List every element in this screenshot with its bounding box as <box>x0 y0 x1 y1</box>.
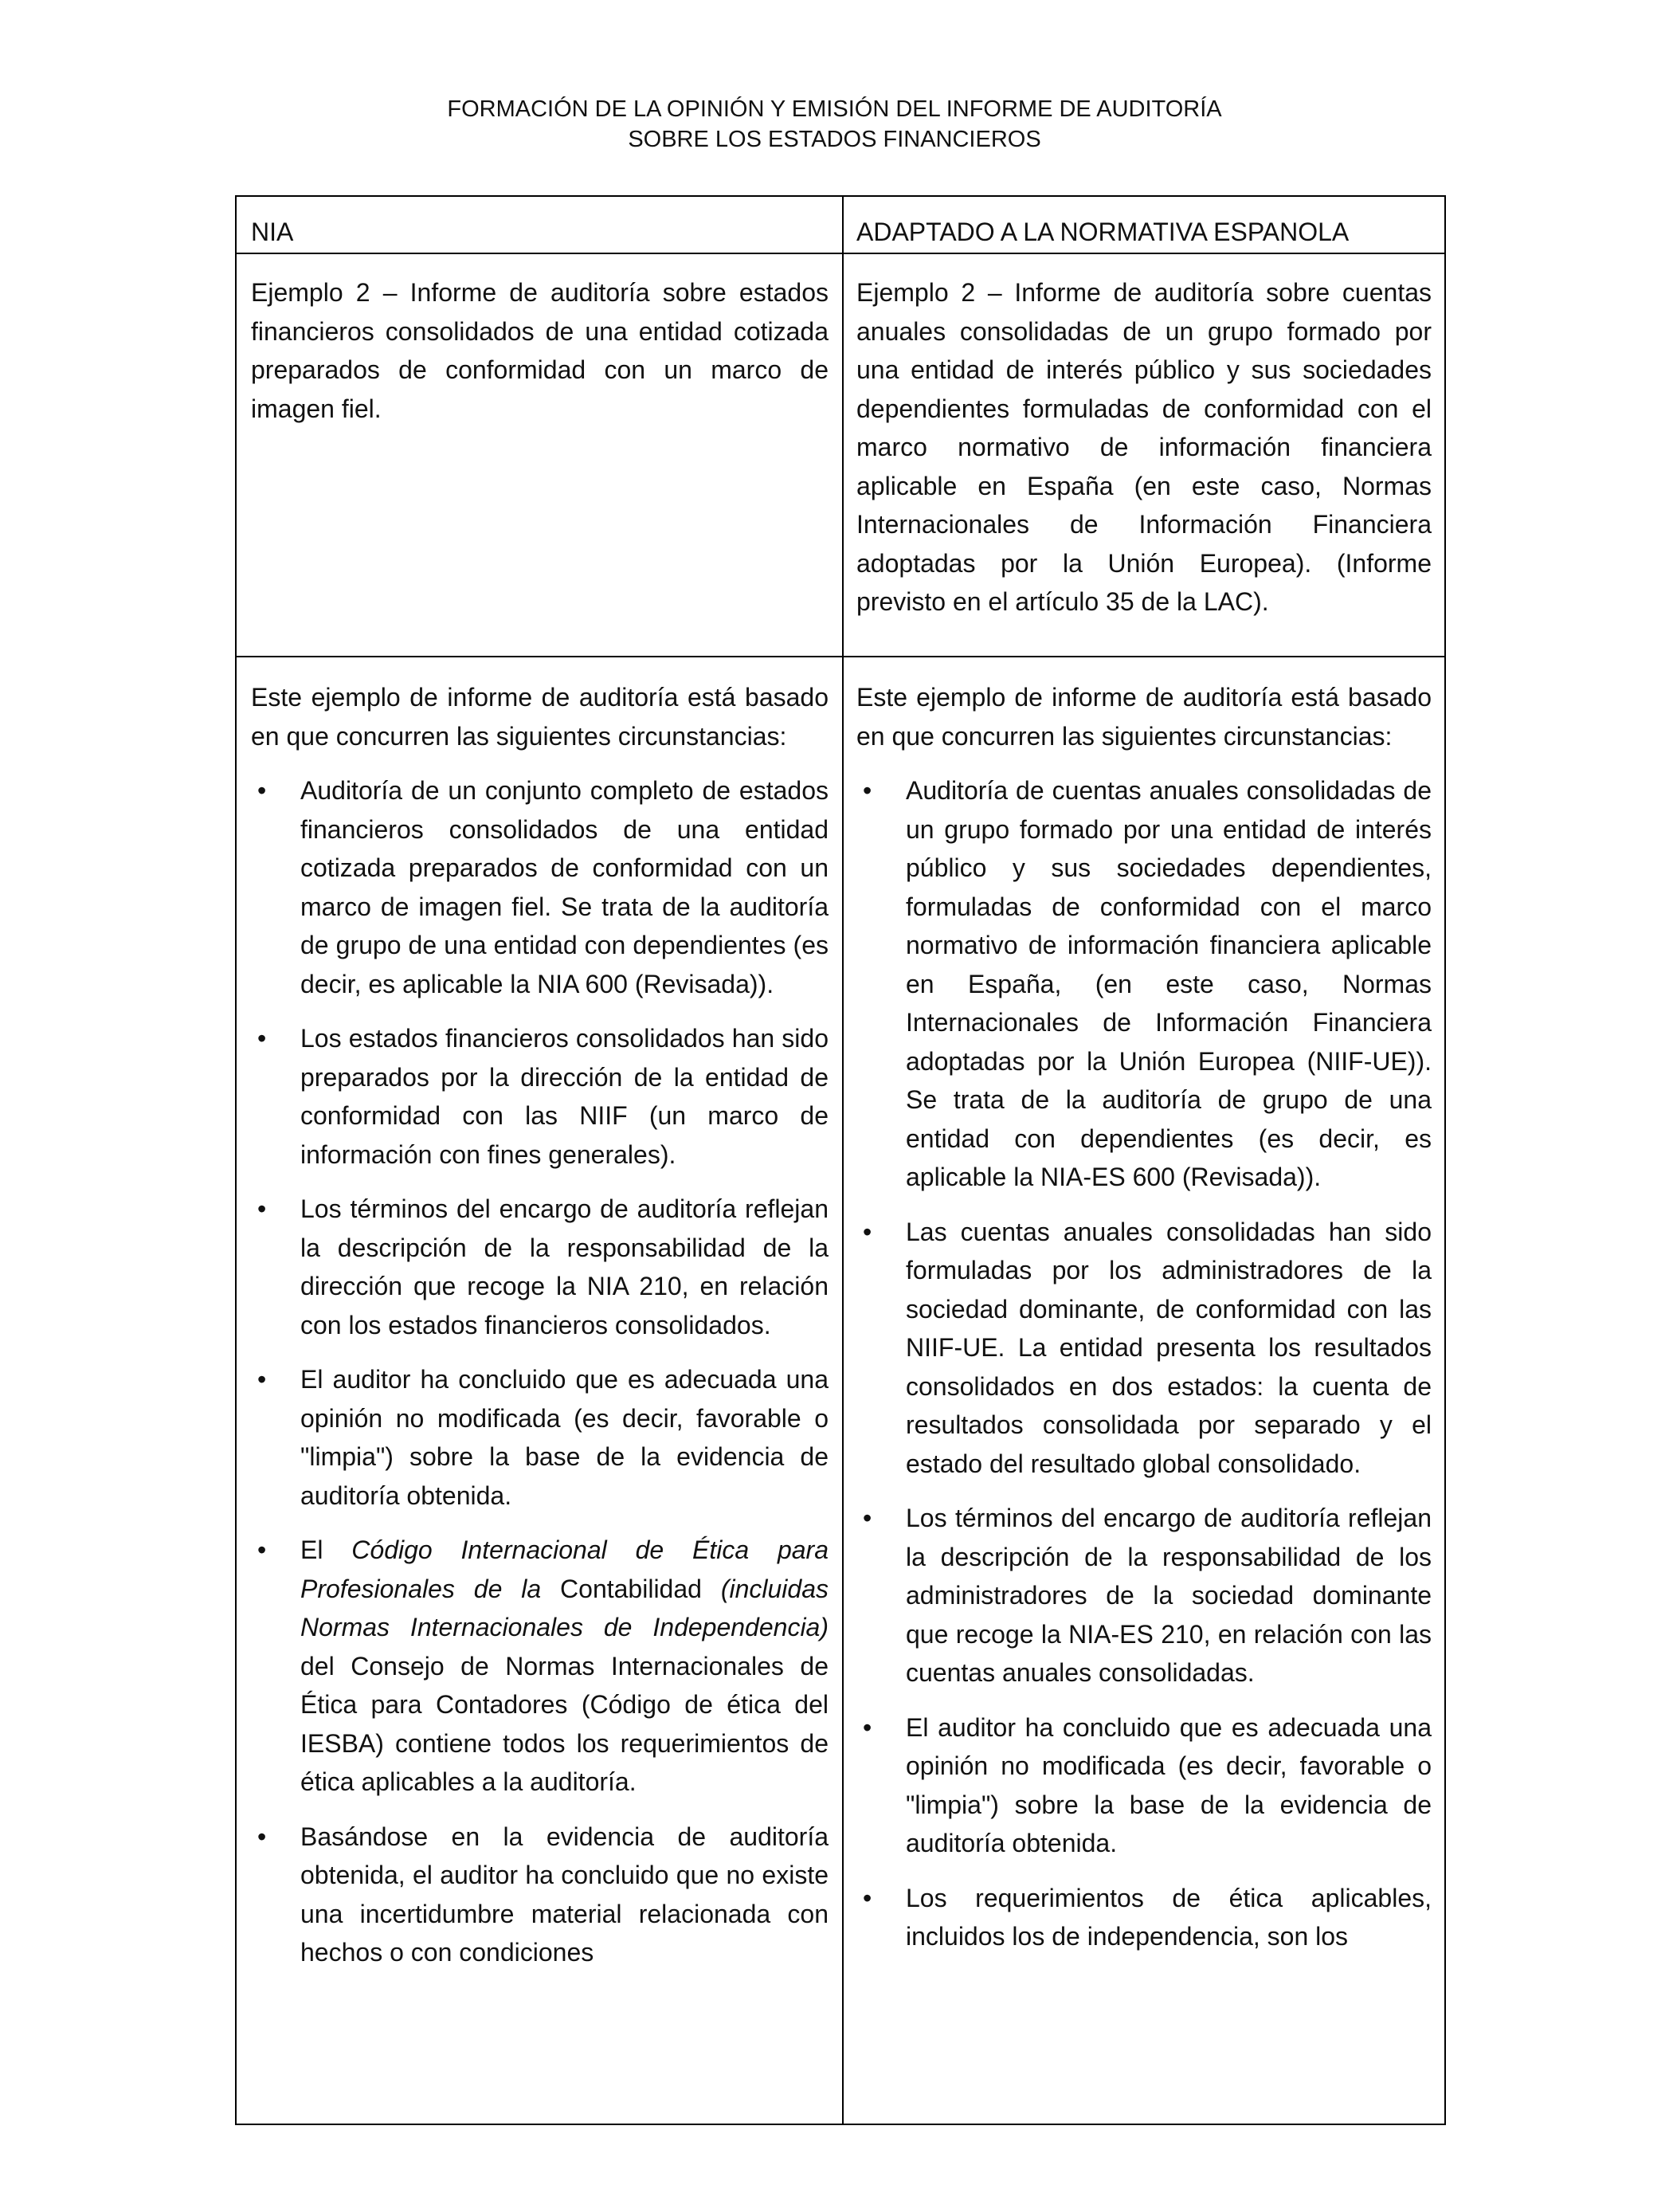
list-item <box>856 1213 1432 1484</box>
row-divider-1 <box>237 656 1444 657</box>
bullet-icon: • <box>257 1024 267 1053</box>
left-bullet-1-text: Auditoría de un conjunto completo de estados financieros consolidados de una entidad cotizada preparados de conformidad con un marco de imagen fiel. Se trata de la auditoría de grupo de una entidad con dependientes (es decir, es aplicable la NIA 600 (Revisada)). <box>300 776 829 998</box>
column-header-adapted: ADAPTADO A LA NORMATIVA ESPANOLA <box>856 218 1350 246</box>
bullet-icon: • <box>257 1535 267 1564</box>
header-cell-adapted <box>856 213 1432 252</box>
row1-left-text: Ejemplo 2 – Informe de auditoría sobre estados financieros consolidados de una entidad cotizada preparados de conformidad con un marco de imagen fiel. <box>251 278 829 423</box>
list-item <box>856 1499 1432 1692</box>
right-bullet-list <box>856 771 1432 1956</box>
list-item <box>251 1019 829 1174</box>
row2-left-cell <box>251 678 829 1988</box>
bullet-icon: • <box>863 1883 872 1912</box>
header-line-2: SOBRE LOS ESTADOS FINANCIEROS <box>628 127 1041 152</box>
row1-left-cell <box>251 273 829 428</box>
bullet-icon: • <box>863 1712 872 1742</box>
bullet-icon: • <box>863 776 872 805</box>
bullet-icon: • <box>257 1365 267 1394</box>
page-header <box>0 94 1669 155</box>
list-item <box>251 1190 829 1344</box>
left-bullet-5-mid: Contabilidad <box>541 1574 721 1603</box>
right-bullet-3-text: Los términos del encargo de auditoría reflejan la descripción de la responsabilidad de los administradores de la sociedad dominante que recoge la NIA-ES 210, en relación con las cuentas anuales consolidadas. <box>906 1504 1432 1687</box>
right-bullet-1-text: Auditoría de cuentas anuales consolidadas de un grupo formado por una entidad de interés público y sus sociedades dependientes, formuladas de conformidad con el marco normativo de información financiera aplicable en España, (en este caso, Normas Internacionales de Información Financiera adoptadas por la Unión Europea (NIIF-UE)). Se trata de la auditoría de grupo de una entidad con dependientes (es decir, es aplicable la NIA-ES 600 (Revisada)). <box>906 776 1432 1191</box>
left-bullet-5-pre: El <box>300 1535 352 1564</box>
left-bullet-4-text: El auditor ha concluido que es adecuada una opinión no modificada (es decir, favorable o "limpia") sobre la base de la evidencia de auditoría obtenida. <box>300 1365 829 1510</box>
column-header-nia: NIA <box>251 218 294 246</box>
row2-left-intro: Este ejemplo de informe de auditoría está basado en que concurren las siguientes circunstancias: <box>251 683 829 751</box>
left-bullet-5-italic-2: (incluidas Normas Internacionales de Independencia) <box>300 1574 829 1641</box>
bullet-icon: • <box>257 1822 267 1851</box>
left-bullet-5-post: del Consejo de Normas Internacionales de Ética para Contadores (Código de ética del IESBA) contiene todos los requerimientos de ética aplicables a la auditoría. <box>300 1651 829 1796</box>
row1-right-text: Ejemplo 2 – Informe de auditoría sobre cuentas anuales consolidadas de un grupo formado por una entidad de interés público y sus sociedades dependientes formuladas de conformidad con el marco normativo de información financiera aplicable en España (en este caso, Normas Internacionales de Información Financiera adoptadas por la Unión Europea). (Informe previsto en el artículo 35 de la LAC). <box>856 278 1432 616</box>
list-item <box>856 771 1432 1197</box>
bullet-icon: • <box>863 1504 872 1532</box>
column-divider <box>842 197 844 2124</box>
right-bullet-4-text: El auditor ha concluido que es adecuada una opinión no modificada (es decir, favorable o "limpia") sobre la base de la evidencia de auditoría obtenida. <box>906 1712 1432 1857</box>
right-bullet-5-text: Los requerimientos de ética aplicables, incluidos los de independencia, son los <box>906 1883 1432 1951</box>
row2-right-intro: Este ejemplo de informe de auditoría está basado en que concurren las siguientes circunstancias: <box>856 683 1432 751</box>
left-bullet-3-text: Los términos del encargo de auditoría reflejan la descripción de la responsabilidad de la dirección que recoge la NIA 210, en relación con los estados financieros consolidados. <box>300 1194 829 1339</box>
right-bullet-2-text: Las cuentas anuales consolidadas han sido formuladas por los administradores de la sociedad dominante, de conformidad con las NIIF-UE. La entidad presenta los resultados consolidados en dos estados: la cuenta de resultados consolidada por separado y el estado del resultado global consolidado. <box>906 1217 1432 1478</box>
list-item <box>251 1818 829 1972</box>
bullet-icon: • <box>257 776 267 805</box>
left-bullet-5-italic-1: Código Internacional de Ética para Profesionales de la <box>300 1535 829 1603</box>
list-item <box>856 1708 1432 1863</box>
bullet-icon: • <box>257 1194 267 1223</box>
list-item <box>251 771 829 1003</box>
list-item <box>251 1531 829 1802</box>
list-item <box>856 1879 1432 1956</box>
row-divider-header <box>237 253 1444 254</box>
header-cell-nia <box>251 213 829 252</box>
left-bullet-2-text: Los estados financieros consolidados han sido preparados por la dirección de la entidad de conformidad con las NIIF (un marco de información con fines generales). <box>300 1024 829 1169</box>
row1-right-cell <box>856 273 1432 622</box>
left-bullet-6-text: Basándose en la evidencia de auditoría obtenida, el auditor ha concluido que no existe una incertidumbre material relacionada con hechos o con condiciones <box>300 1822 829 1967</box>
comparison-table <box>235 195 1446 2125</box>
list-item <box>251 1360 829 1515</box>
left-bullet-list <box>251 771 829 1972</box>
row2-right-cell <box>856 678 1432 1972</box>
header-line-1: FORMACIÓN DE LA OPINIÓN Y EMISIÓN DEL INFORME DE AUDITORÍA <box>447 96 1222 122</box>
bullet-icon: • <box>863 1217 872 1246</box>
